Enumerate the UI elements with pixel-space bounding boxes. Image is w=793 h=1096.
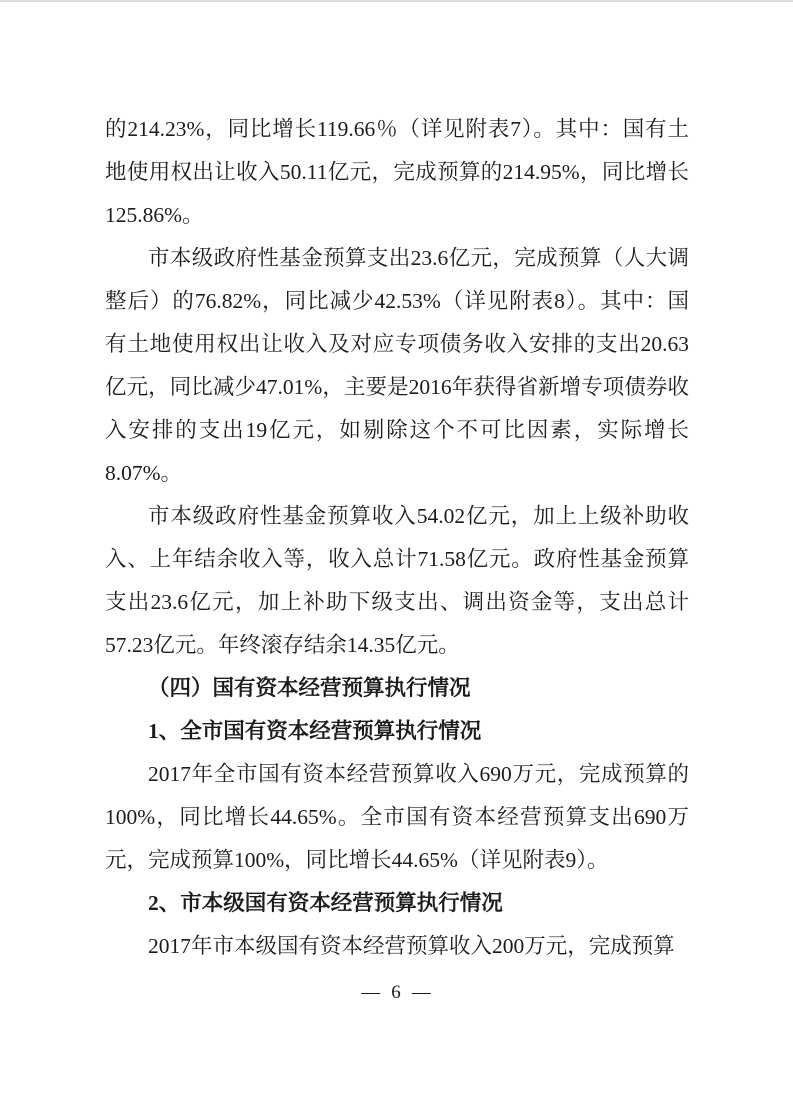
scan-edge-artifact xyxy=(0,0,793,2)
section-heading: （四）国有资本经营预算执行情况 xyxy=(148,676,471,700)
page-number: 6 xyxy=(391,982,402,1003)
body-paragraph-continuation: 的214.23%，同比增长119.66％（详见附表7）。其中：国有土地使用权出让收入50.11亿元，完成预算的214.95%，同比增长125.86%。 xyxy=(105,117,689,227)
page-footer xyxy=(0,982,793,1004)
body-paragraph: 市本级政府性基金预算支出23.6亿元，完成预算（人大调整后）的76.82%，同比减少42.53%（详见附表8）。其中：国有土地使用权出让收入及对应专项债务收入安排的支出20.63亿元，同比减少47.01%，主要是2016年获得省新增专项债券收入安排的支出19亿元，如剔除这个不可比因素，实际增长8.07%。 xyxy=(105,246,689,485)
subsection-heading: 2、市本级国有资本经营预算执行情况 xyxy=(148,891,503,915)
footer-dash-right: — xyxy=(411,982,432,1003)
body-paragraph: 市本级政府性基金预算收入54.02亿元，加上上级补助收入、上年结余收入等，收入总计71.58亿元。政府性基金预算支出23.6亿元，加上补助下级支出、调出资金等，支出总计57.23亿元。年终滚存结余14.35亿元。 xyxy=(105,504,689,657)
document-body xyxy=(105,108,689,968)
body-paragraph: 2017年全市国有资本经营预算收入690万元，完成预算的100%，同比增长44.65%。全市国有资本经营预算支出690万元，完成预算100%，同比增长44.65%（详见附表9）。 xyxy=(105,762,689,872)
body-paragraph-truncated: 2017年市本级国有资本经营预算收入200万元，完成预算 xyxy=(148,934,675,958)
subsection-heading: 1、全市国有资本经营预算执行情况 xyxy=(148,719,482,743)
footer-dash-left: — xyxy=(361,982,382,1003)
